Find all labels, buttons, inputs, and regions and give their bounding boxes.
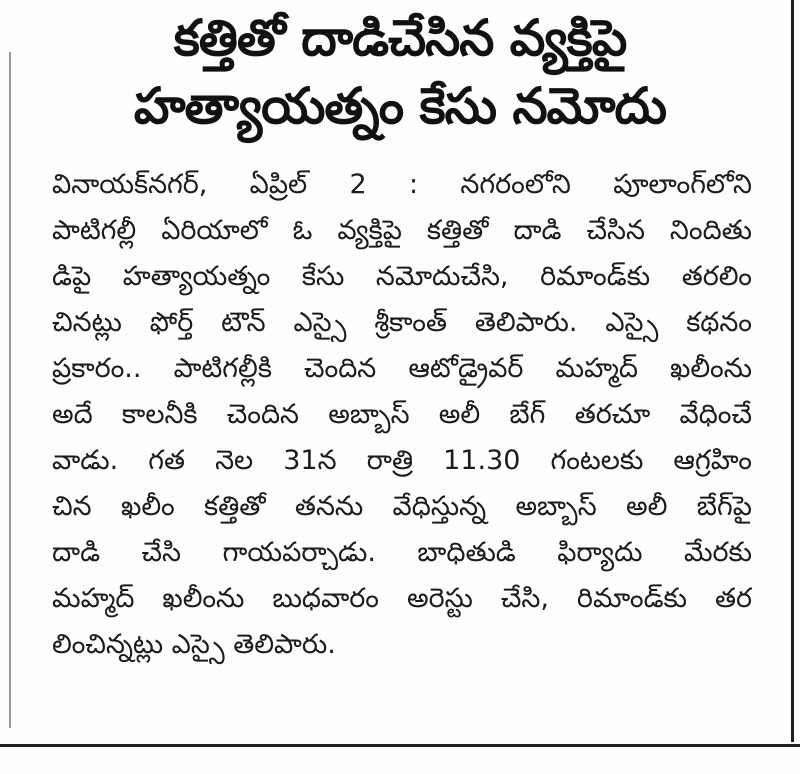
left-column-rule bbox=[9, 52, 11, 728]
article-line: వినాయక్‌నగర్, ఏప్రిల్ 2 : నగరంలోని పూలాంగ్‌లోని bbox=[52, 169, 752, 200]
article-line: దాడి చేసి గాయపర్చాడు. బాధితుడి ఫిర్యాదు మేరకు bbox=[52, 537, 752, 568]
headline bbox=[40, 4, 760, 140]
article-line: చిన ఖలీం కత్తితో తనను వేధిస్తున్న అబ్బాస్ అలీ బేగ్‌పై bbox=[52, 491, 752, 522]
article-line: ప్రకారం.. పాటిగల్లీకి చెందిన ఆటోడ్రైవర్ మహ్మద్ ఖలీంను bbox=[52, 353, 752, 384]
article-line: వాడు. గత నెల 31న రాత్రి 11.30 గంటలకు ఆగ్రహిం bbox=[52, 445, 752, 476]
article-body bbox=[52, 162, 752, 668]
article-line: లించిన్నట్లు ఎస్సై తెలిపారు. bbox=[52, 629, 336, 660]
headline-line-1: కత్తితో దాడిచేసిన వ్యక్తిపై bbox=[173, 9, 627, 67]
article-line: పాటిగల్లీ ఏరియాలో ఓ వ్యక్తిపై కత్తితో దాడి చేసిన నిందితు bbox=[52, 215, 752, 246]
right-border-rule bbox=[791, 0, 794, 742]
article-line: మహ్మద్ ఖలీంను బుధవారం అరెస్టు చేసి, రిమాండ్‌కు తర bbox=[52, 583, 752, 614]
article-line: అదే కాలనీకి చెందిన అబ్బాస్ అలీ బేగ్ తరచూ వేధించే bbox=[52, 399, 752, 430]
article-line: డిపై హత్యాయత్నం కేసు నమోదుచేసి, రిమాండ్‌కు తరలిం bbox=[52, 261, 752, 292]
headline-line-2: హత్యాయత్నం కేసు నమోదు bbox=[133, 77, 667, 135]
article-line: చినట్లు ఫోర్త్ టౌన్ ఎస్సై శ్రీకాంత్ తెలిపారు. ఎస్సై కథనం bbox=[52, 307, 752, 338]
bottom-border-rule bbox=[0, 744, 800, 747]
